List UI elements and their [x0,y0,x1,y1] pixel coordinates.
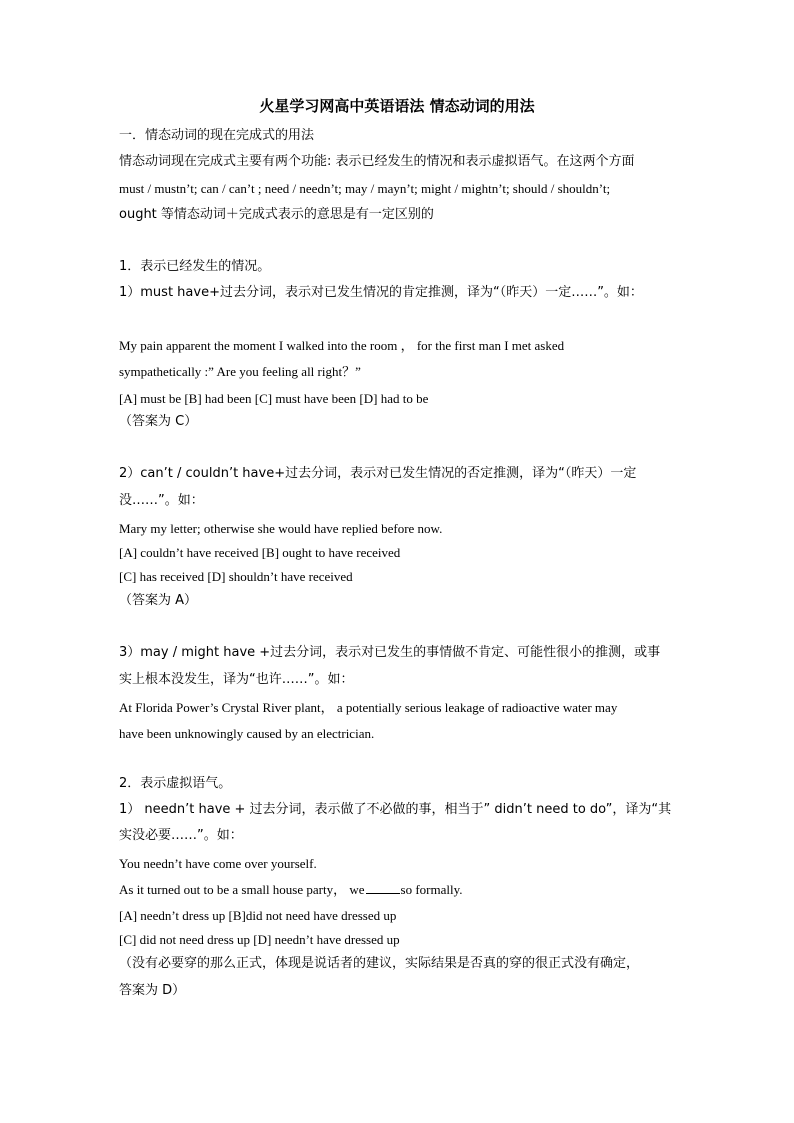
part2-item1-options-line1: [A] needn’t dress up [B]did not need have dressed up [119,908,397,923]
part2-item1-note-line2: 答案为 D） [119,983,186,998]
part1-item2-options-line2: [C] has received [D] shouldn’t have received [119,569,353,584]
part1-item3-rule-line2: 实上根本没发生，译为“也许……”。如： [119,672,354,687]
part2-item1-example2 [119,882,675,898]
part2-item1-options-line2: [C] did not need dress up [D] needn’t have dressed up [119,932,400,947]
fill-in-blank [366,883,400,894]
part1-item3-example-line1: At Florida Power’s Crystal River plant， a potentially serious leakage of radioactive water may [119,700,618,715]
example2-text-after: so formally. [400,882,463,897]
intro-line-2: must / mustn’t; can / can’t ; need / needn’t; may / mayn’t; might / mightn’t; should / shouldn’t; [119,181,611,196]
part1-item1-example-line2: sympathetically :” Are you feeling all right？” [119,364,361,379]
part1-heading: 1．表示已经发生的情况。 [119,259,271,274]
part1-item1-rule: 1）must have+过去分词，表示对已发生情况的肯定推测，译为“（昨天）一定……”。如： [119,285,643,300]
part2-item1-note-line1: （没有必要穿的那么正式，体现是说话者的建议，实际结果是否真的穿的很正式没有确定， [119,956,640,971]
part2-item1-rule-line2: 实没必要……”。如： [119,828,243,843]
part1-item1-answer: （答案为 C） [119,414,198,429]
part1-item1-example-line1: My pain apparent the moment I walked into the room ， for the first man I met asked [119,338,565,353]
part2-item1-example1: You needn’t have come over yourself. [119,856,317,871]
document-title: 火星学习网高中英语语法 情态动词的用法 [259,97,535,115]
part1-item2-answer: （答案为 A） [119,593,198,608]
intro-line-3: ought 等情态动词＋完成式表示的意思是有一定区别的 [119,207,434,222]
part1-item2-rule-line1: 2）can’t / couldn’t have+过去分词，表示对已发生情况的否定推测，译为“（昨天）一定 [119,466,637,481]
part2-item1-rule-line1: 1） needn’t have + 过去分词，表示做了不必做的事，相当于” didn’t need to do”，译为“其 [119,802,672,817]
part1-item2-options-line1: [A] couldn’t have received [B] ought to have received [119,545,401,560]
example2-text-before: As it turned out to be a small house party， we [119,882,365,897]
part1-item3-example-line2: have been unknowingly caused by an electrician. [119,726,375,741]
part1-item2-example: Mary my letter; otherwise she would have replied before now. [119,521,443,536]
section-heading: 一．情态动词的现在完成式的用法 [119,128,315,143]
part2-heading: 2．表示虚拟语气。 [119,776,232,791]
intro-line-1: 情态动词现在完成式主要有两个功能: 表示已经发生的情况和表示虚拟语气。在这两个方面 [119,154,635,169]
part1-item3-rule-line1: 3）may / might have +过去分词，表示对已发生的事情做不肯定、可能性很小的推测，或事 [119,645,661,660]
part1-item2-rule-line2: 没……”。如： [119,493,204,508]
part1-item1-options: [A] must be [B] had been [C] must have been [D] had to be [119,391,429,406]
